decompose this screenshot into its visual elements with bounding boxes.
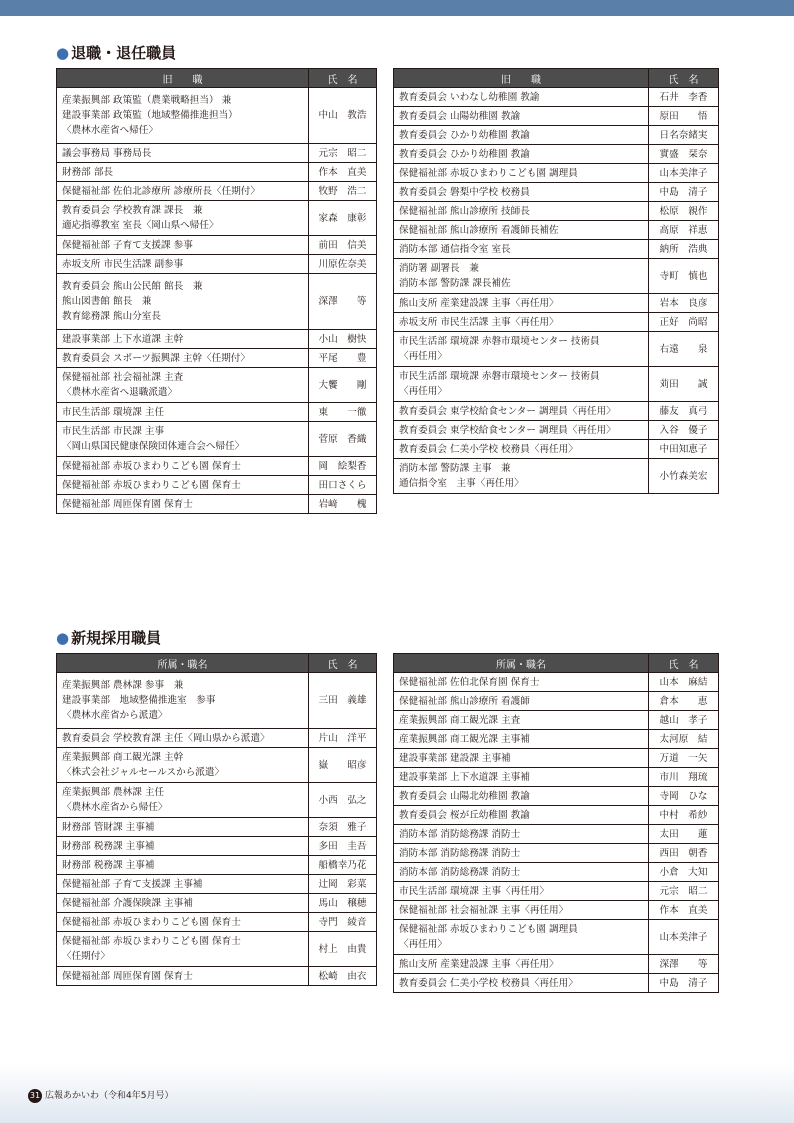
position-cell: 消防本部 通信指令室 室長 [394,240,649,259]
name-cell: 太河原 結 [649,730,719,749]
name-cell: 平尾 豊 [309,349,377,368]
position-cell: 教育委員会 いわなし幼稚園 教諭 [394,88,649,107]
name-cell: 小西 弘之 [309,783,377,818]
name-cell: 菅原 香織 [309,422,377,457]
position-cell: 教育委員会 学校教育課 主任〈岡山県から派遣〉 [57,729,309,748]
position-cell: 市民生活部 市民課 主事 〈岡山県国民健康保険団体連合会へ帰任〉 [57,422,309,457]
position-cell: 教育委員会 山陽北幼稚園 教諭 [394,787,649,806]
name-cell: 村上 由貴 [309,932,377,967]
position-cell: 建設事業部 上下水道課 主幹 [57,330,309,349]
table-row [394,749,719,768]
table-row [57,144,377,163]
retired-table-right [393,68,719,494]
name-cell: 入谷 優子 [649,421,719,440]
position-cell: 保健福祉部 赤坂ひまわりこども園 調理員 [394,164,649,183]
name-cell: 家森 康彰 [309,201,377,236]
table-row [57,875,377,894]
name-cell: 藤友 真弓 [649,402,719,421]
table-row [57,673,377,729]
position-cell: 教育委員会 山陽幼稚園 教諭 [394,107,649,126]
name-cell: 倉本 恵 [649,692,719,711]
table-row [394,164,719,183]
table-row [57,368,377,403]
bullet-dot-icon: ● [56,629,70,647]
name-cell: 中山 教浩 [309,88,377,144]
table-row [394,332,719,367]
table-row [394,806,719,825]
position-cell: 産業振興部 農林課 参事 兼 建設事業部 地域整備推進室 参事 〈農林水産省から派遣〉 [57,673,309,729]
position-cell: 保健福祉部 赤坂ひまわりこども園 保育士 [57,913,309,932]
position-cell: 財務部 部長 [57,163,309,182]
table-row [394,145,719,164]
table-row [394,202,719,221]
table-row [394,240,719,259]
position-cell: 保健福祉部 介護保険課 主事補 [57,894,309,913]
table-row [394,825,719,844]
table-row [394,440,719,459]
name-cell: 辻岡 彩菜 [309,875,377,894]
position-cell: 消防本部 消防総務課 消防士 [394,844,649,863]
name-cell: 寺岡 ひな [649,787,719,806]
position-cell: 保健福祉部 子育て支援課 参事 [57,236,309,255]
position-cell: 教育委員会 スポーツ振興課 主幹〈任期付〉 [57,349,309,368]
table-row [394,88,719,107]
name-cell: 高原 祥恵 [649,221,719,240]
position-cell: 産業振興部 商工観光課 主査 [394,711,649,730]
name-cell: 奈須 雅子 [309,818,377,837]
position-cell: 消防署 副署長 兼 消防本部 警防課 課長補佐 [394,259,649,294]
table-row [57,748,377,783]
position-cell: 産業振興部 商工観光課 主事補 [394,730,649,749]
name-cell: 元宗 昭二 [649,882,719,901]
position-cell: 教育委員会 磐梨中学校 校務員 [394,183,649,202]
header-name: 氏 名 [309,654,377,673]
name-cell: 大饗 剛 [309,368,377,403]
name-cell: 太田 蓮 [649,825,719,844]
header-name: 氏 名 [649,654,719,673]
name-cell: 正好 尚昭 [649,313,719,332]
name-cell: 馬山 穣穂 [309,894,377,913]
table-row [394,294,719,313]
table-row [394,367,719,402]
table-row [57,913,377,932]
name-cell: 小竹森美宏 [649,459,719,494]
table-row [57,236,377,255]
top-header-band [0,0,794,16]
position-cell: 市民生活部 環境課 主任 [57,403,309,422]
table-row [394,107,719,126]
table-row [57,88,377,144]
name-cell: 三田 義雄 [309,673,377,729]
retired-table-left [56,68,377,514]
table-row [57,255,377,274]
section-title-new-hires [56,627,161,649]
position-cell: 財務部 税務課 主事補 [57,856,309,875]
table-row [57,932,377,967]
table-row [57,894,377,913]
name-cell: 深澤 等 [309,274,377,330]
table-row [394,844,719,863]
table-row [394,955,719,974]
header-name: 氏 名 [309,69,377,88]
header-position: 旧 職 [57,69,309,88]
position-cell: 保健福祉部 子育て支援課 主事補 [57,875,309,894]
name-cell: 西田 朝香 [649,844,719,863]
table-row [394,863,719,882]
header-position: 所属・職名 [57,654,309,673]
position-cell: 市民生活部 環境課 赤磐市環境センター 技術員 〈再任用〉 [394,332,649,367]
section-title-retired [56,42,176,64]
publication-name: 広報あかいわ（令和4年5月号） [45,1091,174,1101]
name-cell: 船橋幸乃花 [309,856,377,875]
name-cell: 中田知恵子 [649,440,719,459]
position-cell: 消防本部 警防課 主事 兼 通信指令室 主事〈再任用〉 [394,459,649,494]
name-cell: 東 一徹 [309,403,377,422]
table-row [57,783,377,818]
name-cell: 田口さくら [309,476,377,495]
table-row [394,768,719,787]
position-cell: 保健福祉部 佐伯北保育園 保育士 [394,673,649,692]
position-cell: 教育委員会 熊山公民館 館長 兼 熊山図書館 館長 兼 教育総務課 熊山分室長 [57,274,309,330]
name-cell: 川原佐奈美 [309,255,377,274]
position-cell: 保健福祉部 社会福祉課 主事〈再任用〉 [394,901,649,920]
table-row [394,313,719,332]
table-row [394,259,719,294]
name-cell: 石井 李香 [649,88,719,107]
table-row [394,787,719,806]
name-cell: 岡 絵梨香 [309,457,377,476]
name-cell: 小倉 大知 [649,863,719,882]
table-row [57,856,377,875]
position-cell: 熊山支所 産業建設課 主事〈再任用〉 [394,294,649,313]
name-cell: 作本 直美 [649,901,719,920]
position-cell: 教育委員会 仁美小学校 校務員〈再任用〉 [394,974,649,993]
position-cell: 赤坂支所 市民生活課 主事〈再任用〉 [394,313,649,332]
name-cell: 中村 希紗 [649,806,719,825]
position-cell: 保健福祉部 周匝保育園 保育士 [57,495,309,514]
name-cell: 納所 浩典 [649,240,719,259]
table-row [394,901,719,920]
name-cell: 苅田 誠 [649,367,719,402]
name-cell: 右遠 泉 [649,332,719,367]
table-row [394,920,719,955]
table-row [57,729,377,748]
position-cell: 保健福祉部 赤坂ひまわりこども園 調理員 〈再任用〉 [394,920,649,955]
position-cell: 消防本部 消防総務課 消防士 [394,825,649,844]
position-cell: 議会事務局 事務局長 [57,144,309,163]
name-cell: 日名奈緒実 [649,126,719,145]
page-number: 31 [28,1089,42,1103]
position-cell: 産業振興部 政策監（農業戦略担当） 兼 建設事業部 政策監（地域整備推進担当） 〈農林水産省へ帰任〉 [57,88,309,144]
table-row [57,330,377,349]
name-cell: 實盛 栞奈 [649,145,719,164]
name-cell: 多田 圭吾 [309,837,377,856]
table-row [57,403,377,422]
name-cell: 松原 親作 [649,202,719,221]
position-cell: 教育委員会 ひかり幼稚園 教諭 [394,126,649,145]
position-cell: 熊山支所 産業建設課 主事〈再任用〉 [394,955,649,974]
name-cell: 岩﨑 槐 [309,495,377,514]
table-row [57,476,377,495]
table-row [57,182,377,201]
name-cell: 片山 洋平 [309,729,377,748]
name-cell: 万道 一矢 [649,749,719,768]
table-row [57,457,377,476]
name-cell: 作本 直美 [309,163,377,182]
name-cell: 寺門 綾音 [309,913,377,932]
position-cell: 保健福祉部 赤坂ひまわりこども園 保育士 [57,476,309,495]
table-row [394,974,719,993]
position-cell: 建設事業部 建設課 主事補 [394,749,649,768]
position-cell: 保健福祉部 赤坂ひまわりこども園 保育士 〈任期付〉 [57,932,309,967]
position-cell: 赤坂支所 市民生活課 副参事 [57,255,309,274]
table-row [394,183,719,202]
name-cell: 深澤 等 [649,955,719,974]
table-row [394,221,719,240]
position-cell: 産業振興部 農林課 主任 〈農林水産省から帰任〉 [57,783,309,818]
position-cell: 建設事業部 上下水道課 主事補 [394,768,649,787]
table-row [57,349,377,368]
name-cell: 牧野 浩二 [309,182,377,201]
name-cell: 山本美津子 [649,920,719,955]
position-cell: 教育委員会 学校教育課 課長 兼 適応指導教室 室長〈岡山県へ帰任〉 [57,201,309,236]
name-cell: 越山 孝子 [649,711,719,730]
position-cell: 保健福祉部 周匝保育園 保育士 [57,967,309,986]
table-row [394,711,719,730]
table-row [394,882,719,901]
name-cell: 小山 樹快 [309,330,377,349]
name-cell: 中島 清子 [649,183,719,202]
section-title-text: 退職・退任職員 [71,44,177,62]
new-hires-table-right [393,653,719,993]
position-cell: 保健福祉部 赤坂ひまわりこども園 保育士 [57,457,309,476]
table-row [57,495,377,514]
table-row [57,837,377,856]
position-cell: 消防本部 消防総務課 消防士 [394,863,649,882]
position-cell: 保健福祉部 佐伯北診療所 診療所長〈任期付〉 [57,182,309,201]
table-row [57,422,377,457]
table-row [57,201,377,236]
name-cell: 市川 翔琉 [649,768,719,787]
position-cell: 教育委員会 東学校給食センター 調理員〈再任用〉 [394,421,649,440]
position-cell: 財務部 管財課 主事補 [57,818,309,837]
position-cell: 市民生活部 環境課 赤磐市環境センター 技術員 〈再任用〉 [394,367,649,402]
position-cell: 教育委員会 ひかり幼稚園 教諭 [394,145,649,164]
position-cell: 保健福祉部 熊山診療所 看護師 [394,692,649,711]
table-row [57,163,377,182]
name-cell: 松崎 由衣 [309,967,377,986]
table-row [57,818,377,837]
position-cell: 保健福祉部 社会福祉課 主査 〈農林水産省へ退職派遣〉 [57,368,309,403]
table-row [394,402,719,421]
name-cell: 原田 悟 [649,107,719,126]
table-row [57,967,377,986]
table-row [394,673,719,692]
position-cell: 保健福祉部 熊山診療所 技師長 [394,202,649,221]
table-row [394,459,719,494]
bullet-dot-icon: ● [56,44,70,62]
name-cell: 山本美津子 [649,164,719,183]
position-cell: 教育委員会 仁美小学校 校務員〈再任用〉 [394,440,649,459]
table-row [394,692,719,711]
position-cell: 産業振興部 商工観光課 主幹 〈株式会社ジャルセールスから派遣〉 [57,748,309,783]
header-position: 旧 職 [394,69,649,88]
position-cell: 市民生活部 環境課 主事〈再任用〉 [394,882,649,901]
name-cell: 前田 信美 [309,236,377,255]
header-position: 所属・職名 [394,654,649,673]
name-cell: 寺町 慎也 [649,259,719,294]
page-footer [28,1088,173,1104]
new-hires-table-left [56,653,377,986]
table-row [394,421,719,440]
table-row [394,730,719,749]
name-cell: 山本 麻結 [649,673,719,692]
position-cell: 財務部 税務課 主事補 [57,837,309,856]
position-cell: 教育委員会 桜が丘幼稚園 教諭 [394,806,649,825]
name-cell: 元宗 昭二 [309,144,377,163]
section-title-text: 新規採用職員 [71,629,162,647]
position-cell: 保健福祉部 熊山診療所 看護師長補佐 [394,221,649,240]
header-name: 氏 名 [649,69,719,88]
table-row [394,126,719,145]
name-cell: 岩本 良彦 [649,294,719,313]
position-cell: 教育委員会 東学校給食センター 調理員〈再任用〉 [394,402,649,421]
name-cell: 中島 清子 [649,974,719,993]
table-row [57,274,377,330]
name-cell: 嶽 昭彦 [309,748,377,783]
